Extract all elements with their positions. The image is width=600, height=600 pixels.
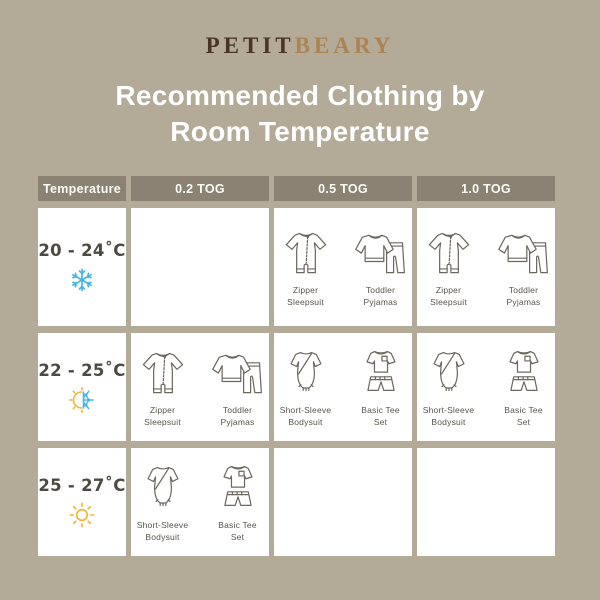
short-sleeve-bodysuit-icon: [135, 461, 191, 517]
brand-name-part2: BEARY: [294, 33, 395, 58]
temperature-cell: [38, 208, 126, 326]
zipper-sleepsuit-icon: [421, 226, 477, 282]
clothing-cell: [131, 208, 269, 326]
clothing-cell: [131, 333, 269, 441]
brand-name-part1: PETIT: [205, 33, 295, 58]
toddler-pyjamas-icon: [353, 226, 409, 282]
clothing-item-label: Zipper Sleepsuit: [287, 285, 324, 307]
clothing-item: [418, 226, 480, 307]
clothing-item: [207, 461, 269, 542]
brand-logo: [0, 33, 600, 59]
temperature-range: 22 - 25˚C: [38, 361, 126, 380]
clothing-item-label: Toddler Pyjamas: [506, 285, 541, 307]
clothing-item-label: Basic Tee Set: [361, 405, 400, 427]
clothing-item-label: Toddler Pyjamas: [363, 285, 398, 307]
temperature-cell: [38, 333, 126, 441]
clothing-item-label: Basic Tee Set: [218, 520, 257, 542]
column-header-1-0-tog: 1.0 TOG: [417, 176, 555, 201]
short-sleeve-bodysuit-icon: [421, 346, 477, 402]
column-header-0-2-tog: 0.2 TOG: [131, 176, 269, 201]
temperature-range: 25 - 27˚C: [38, 476, 126, 495]
zipper-sleepsuit-icon: [135, 346, 191, 402]
temperature-clothing-table: [38, 176, 555, 556]
clothing-item: [207, 346, 269, 427]
basic-tee-set-icon: [210, 461, 266, 517]
clothing-item: [132, 461, 194, 542]
toddler-pyjamas-icon: [496, 226, 552, 282]
zipper-sleepsuit-icon: [278, 226, 334, 282]
clothing-item: [493, 226, 555, 307]
clothing-item-label: Basic Tee Set: [504, 405, 543, 427]
short-sleeve-bodysuit-icon: [278, 346, 334, 402]
basic-tee-set-icon: [496, 346, 552, 402]
clothing-item-label: Toddler Pyjamas: [220, 405, 255, 427]
clothing-item: [275, 226, 337, 307]
clothing-cell: [274, 208, 412, 326]
clothing-item-label: Short-Sleeve Bodysuit: [422, 405, 475, 427]
clothing-item: [132, 346, 194, 427]
column-header-0-5-tog: 0.5 TOG: [274, 176, 412, 201]
clothing-item: [493, 346, 555, 427]
sun-snowflake-icon: [69, 387, 95, 413]
clothing-cell: [131, 448, 269, 556]
page-title: [0, 78, 600, 150]
clothing-item-label: Short-Sleeve Bodysuit: [279, 405, 332, 427]
page-title-line2: Room Temperature: [170, 116, 430, 147]
column-header-temperature: Temperature: [38, 176, 126, 201]
clothing-item: [350, 226, 412, 307]
page-title-line1: Recommended Clothing by: [115, 80, 485, 111]
basic-tee-set-icon: [353, 346, 409, 402]
clothing-item-label: Zipper Sleepsuit: [144, 405, 181, 427]
temperature-range: 20 - 24˚C: [38, 241, 126, 260]
clothing-cell: [417, 208, 555, 326]
clothing-cell: [274, 333, 412, 441]
temperature-cell: [38, 448, 126, 556]
clothing-item: [418, 346, 480, 427]
clothing-item-label: Short-Sleeve Bodysuit: [136, 520, 189, 542]
clothing-cell: [274, 448, 412, 556]
clothing-item: [275, 346, 337, 427]
clothing-item: [350, 346, 412, 427]
clothing-cell: [417, 333, 555, 441]
toddler-pyjamas-icon: [210, 346, 266, 402]
snowflake-icon: [69, 267, 95, 293]
clothing-item-label: Zipper Sleepsuit: [430, 285, 467, 307]
sun-icon: [69, 502, 95, 528]
clothing-cell: [417, 448, 555, 556]
